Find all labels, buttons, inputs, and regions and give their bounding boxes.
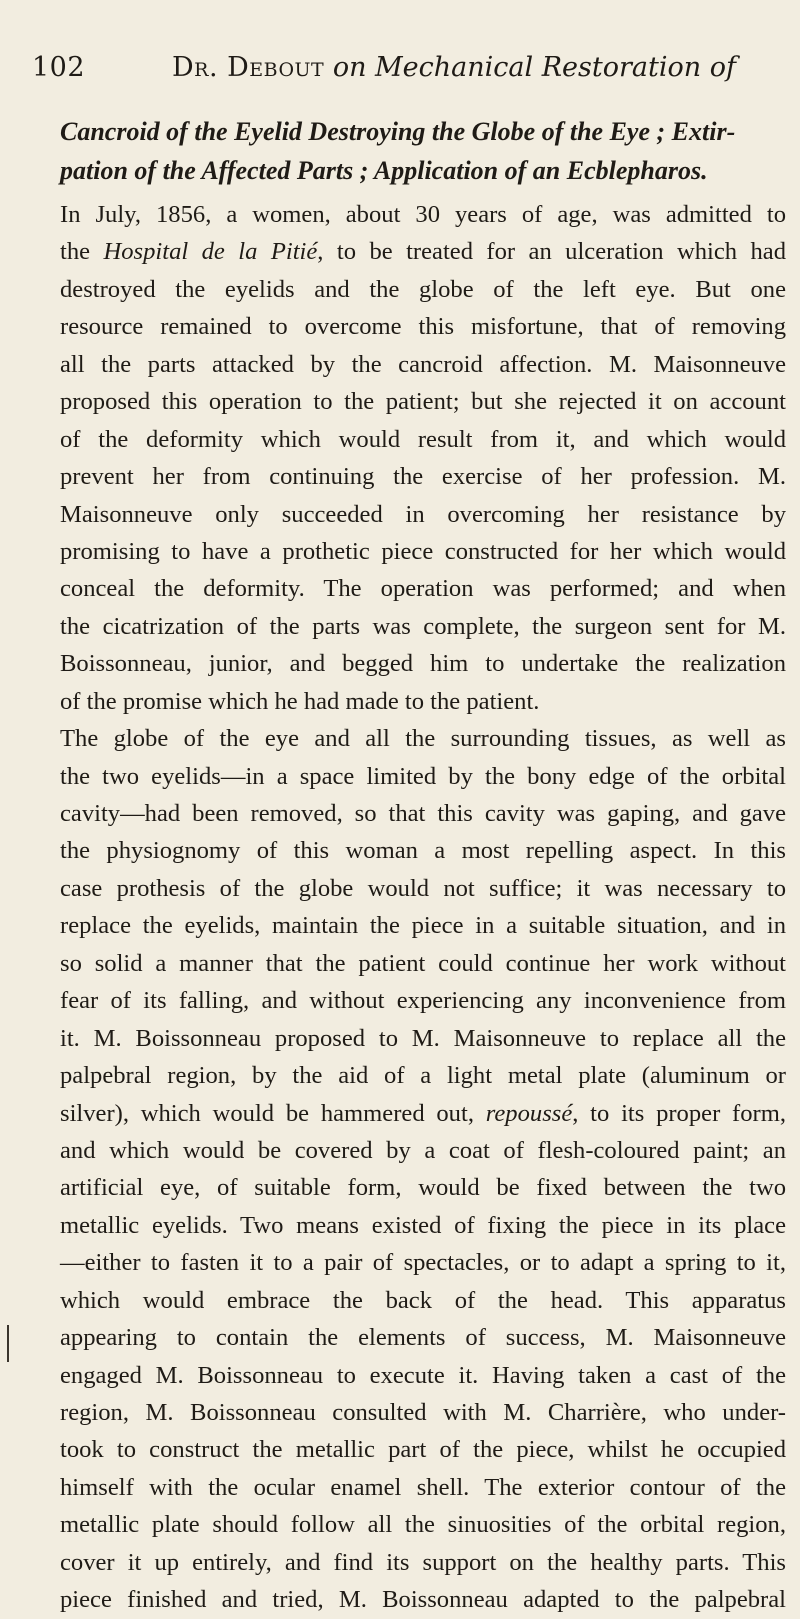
text-segment: silver), which would be hammered out,: [60, 1099, 486, 1127]
text-line: artificial eye, of suitable form, would be fixed between the two: [60, 1174, 786, 1202]
page-number: 102: [32, 52, 86, 83]
text-line: Boissonneau, junior, and begged him to undertake the realization: [60, 650, 786, 678]
text-line: —either to fasten it to a pair of spectacles, or to adapt a spring to it,: [60, 1249, 786, 1277]
text-line: appearing to contain the elements of success, M. Maisonneuve: [60, 1324, 786, 1352]
text-line: conceal the deformity. The operation was performed; and when: [60, 575, 786, 603]
text-line: [60, 1095, 786, 1132]
text-line: region, M. Boissonneau consulted with M. Charrière, who under-: [60, 1399, 786, 1426]
text-line: resource remained to overcome this misfortune, that of removing: [60, 313, 786, 341]
running-head-title: on Mechanical Restoration of: [332, 52, 736, 83]
text-line: and which would be covered by a coat of flesh-coloured paint; an: [60, 1136, 786, 1164]
text-line: piece finished and tried, M. Boissonneau adapted to the palpebral: [60, 1586, 786, 1614]
text-segment: the: [60, 238, 104, 266]
text-line: all the parts attacked by the cancroid affection. M. Maisonneuve: [60, 350, 786, 378]
italic-term: Hospital de la Pitié: [103, 238, 318, 266]
text-line: it. M. Boissonneau proposed to M. Maisonneuve to replace all the: [60, 1024, 786, 1052]
text-line: the two eyelids—in a space limited by the bony edge of the orbital: [60, 762, 786, 790]
text-line: the cicatrization of the parts was complete, the surgeon sent for M.: [60, 612, 786, 640]
text-segment: , to be treated for an ulceration which had: [317, 238, 786, 266]
text-line: destroyed the eyelids and the globe of the left eye. But one: [60, 275, 786, 303]
text-line: himself with the ocular enamel shell. The exterior contour of the: [60, 1473, 786, 1501]
text-line: so solid a manner that the patient could continue her work without: [60, 949, 786, 977]
text-line: cavity—had been removed, so that this cavity was gaping, and gave: [60, 800, 786, 827]
text-line: The globe of the eye and all the surrounding tissues, as well as: [60, 725, 786, 753]
section-title-line: pation of the Affected Parts ; Application of an Ecblepharos.: [60, 156, 708, 185]
section-title: [60, 112, 750, 190]
page-header: [32, 52, 772, 92]
text-line: replace the eyelids, maintain the piece in a suitable situation, and in: [60, 912, 786, 940]
text-segment: , to its proper form,: [572, 1099, 786, 1127]
text-line: fear of its falling, and without experiencing any inconvenience from: [60, 987, 786, 1015]
text-line: [60, 233, 786, 270]
text-line: In July, 1856, a women, about 30 years of age, was admitted to: [60, 201, 786, 228]
text-line: prevent her from continuing the exercise of her profession. M.: [60, 463, 786, 491]
text-line: which would embrace the back of the head. This apparatus: [60, 1286, 786, 1314]
text-line: took to construct the metallic part of the piece, whilst he occupied: [60, 1436, 786, 1464]
section-title-line: Cancroid of the Eyelid Destroying the Globe of the Eye ; Extir-: [60, 117, 736, 146]
text-line: cover it up entirely, and find its support on the healthy parts. This: [60, 1548, 786, 1576]
text-line: engaged M. Boissonneau to execute it. Having taken a cast of the: [60, 1361, 786, 1389]
italic-term: repoussé: [485, 1099, 573, 1127]
text-line: palpebral region, by the aid of a light metal plate (aluminum or: [60, 1062, 786, 1090]
body-text: [60, 196, 786, 1619]
text-line: promising to have a prothetic piece constructed for her which would: [60, 537, 786, 565]
text-line: of the deformity which would result from it, and which would: [60, 425, 786, 453]
margin-rule: [7, 1325, 9, 1362]
text-line: case prothesis of the globe would not suffice; it was necessary to: [60, 874, 786, 902]
text-line: proposed this operation to the patient; but she rejected it on account: [60, 388, 786, 416]
text-line: metallic eyelids. Two means existed of fixing the piece in its place: [60, 1211, 786, 1239]
text-line: of the promise which he had made to the patient.: [60, 687, 540, 715]
text-line: the physiognomy of this woman a most repelling aspect. In this: [60, 837, 786, 865]
running-head: [172, 52, 736, 83]
text-line: Maisonneuve only succeeded in overcoming her resistance by: [60, 500, 786, 528]
text-line: metallic plate should follow all the sinuosities of the orbital region,: [60, 1511, 786, 1539]
running-head-author: Dr. Debout: [172, 52, 325, 83]
